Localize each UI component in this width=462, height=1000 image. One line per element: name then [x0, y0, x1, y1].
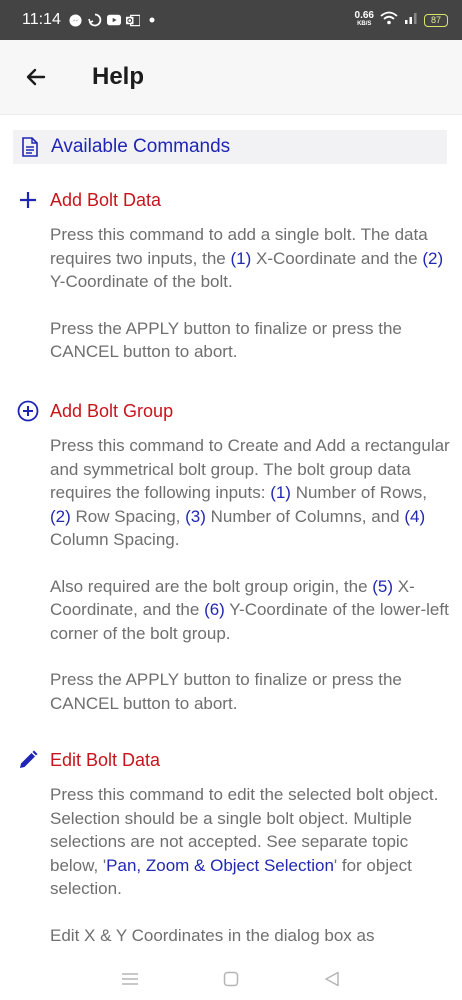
menu-icon — [121, 972, 139, 986]
status-bar — [0, 0, 462, 40]
plus-icon — [16, 188, 40, 212]
command-title: Add Bolt Group — [50, 400, 174, 421]
command-edit-bolt-data — [0, 746, 462, 947]
menu-nav-button[interactable] — [118, 967, 142, 991]
battery-icon — [424, 14, 448, 27]
messenger-icon — [69, 13, 83, 27]
arrow-left-icon — [24, 65, 48, 89]
youtube-icon — [107, 13, 121, 27]
home-nav-button[interactable] — [219, 967, 243, 991]
command-apply-note: Press the APPLY button to finalize or press the CANCEL button to abort. — [50, 318, 402, 361]
network-speed: 0.66 KB/S — [354, 10, 374, 27]
status-time: 11:14 — [22, 11, 61, 28]
section-header-available-commands — [13, 130, 447, 164]
sync-icon — [88, 13, 102, 27]
system-navigation-bar — [0, 958, 462, 1000]
battery-level: 87 — [430, 15, 441, 25]
section-header-label: Available Commands — [51, 136, 231, 157]
plus-circle-icon — [16, 399, 40, 423]
back-triangle-icon — [324, 971, 340, 987]
back-button[interactable] — [16, 57, 56, 97]
command-title: Edit Bolt Data — [50, 749, 161, 770]
command-add-bolt-group — [0, 397, 462, 715]
page-title: Help — [92, 63, 145, 90]
command-edit-note: Edit X & Y Coordinates in the dialog box as — [50, 925, 375, 945]
pencil-icon — [16, 748, 40, 772]
command-description: Press this command to add a single bolt. The data requires two inputs, the (1) X-Coordinate and the (2) Y-Coordinate of the bolt. — [50, 225, 444, 291]
signal-icon — [404, 11, 418, 30]
notification-dot-icon — [145, 13, 159, 27]
command-description: Press this command to Create and Add a rectangular and symmetrical bolt group. The bolt group data requires the following inputs: (1) Number of Rows, (2) Row Spacing, (3) Number of Columns, and (4) Column Spacing. — [50, 436, 450, 549]
back-nav-button[interactable] — [320, 967, 344, 991]
app-bar — [0, 40, 462, 115]
help-content[interactable] — [0, 115, 462, 958]
command-origin-note: Also required are the bolt group origin, the (5) X-Coordinate, and the (6) Y-Coordinate of the lower-left corner of the bolt group. — [50, 576, 449, 643]
pan-zoom-selection-link[interactable]: Pan, Zoom & Object Selection — [106, 855, 334, 875]
command-title: Add Bolt Data — [50, 189, 162, 210]
home-square-icon — [223, 971, 239, 987]
wifi-icon — [380, 11, 398, 30]
command-description: Press this command to edit the selected bolt object. Selection should be a single bolt object. Multiple selections are not accepted. See separate topic below, 'Pan, Zoom & Object Selection' for object selection. — [50, 785, 439, 898]
outlook-icon — [126, 13, 140, 27]
command-apply-note: Press the APPLY button to finalize or press the CANCEL button to abort. — [50, 670, 402, 713]
command-add-bolt-data — [0, 186, 462, 364]
document-icon — [21, 137, 39, 157]
